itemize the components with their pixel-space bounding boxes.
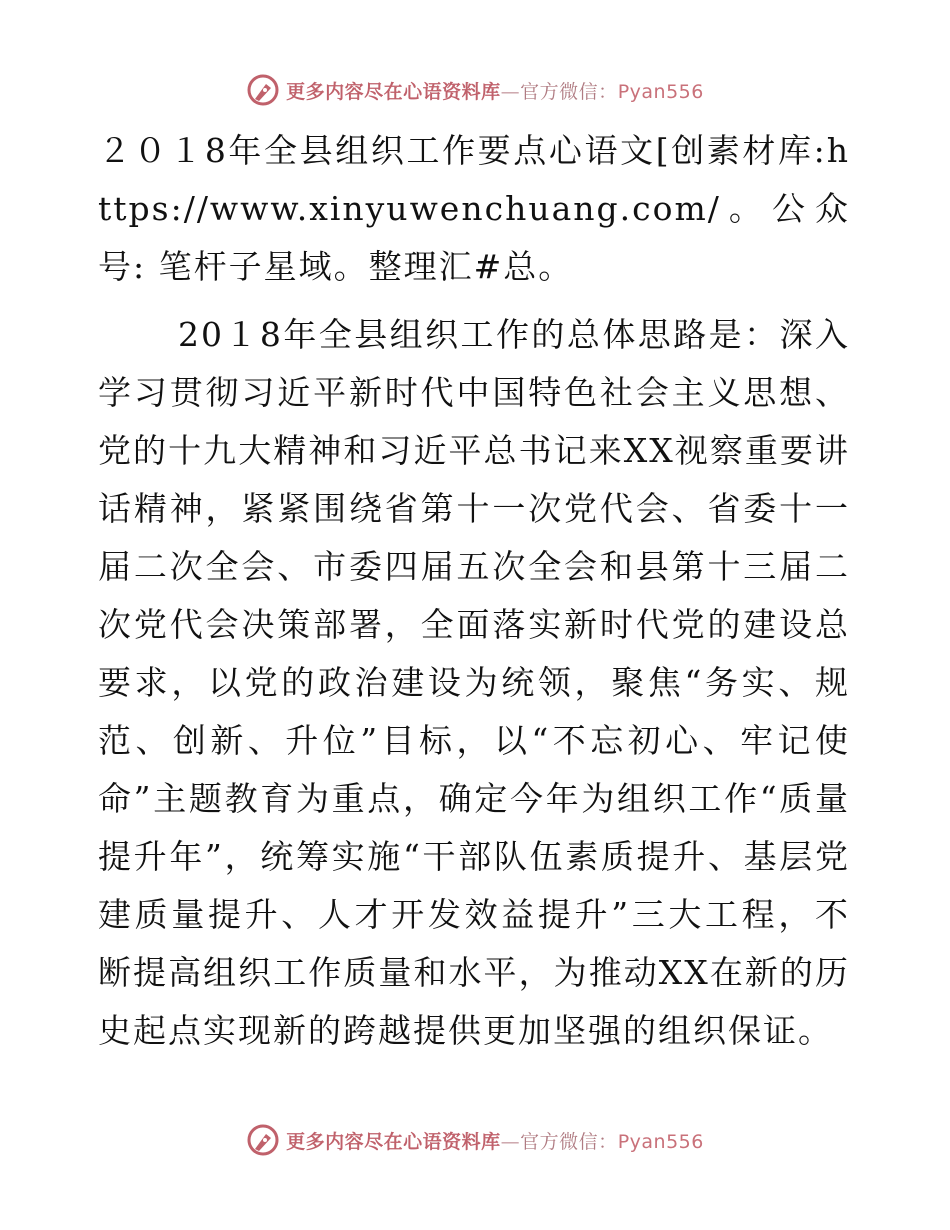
pen-nib-logo-icon — [246, 73, 280, 107]
header-watermark — [0, 70, 950, 110]
watermark-official-label: 官方微信： — [520, 1130, 618, 1153]
watermark-separator: — — [500, 80, 521, 103]
watermark-official-label: 官方微信： — [520, 80, 618, 103]
watermark-text — [286, 1127, 704, 1154]
document-body — [98, 122, 850, 1060]
document-paragraph-main: 20１8年全县组织工作的总体思路是：深入学习贯彻习近平新时代中国特色社会主义思想、党的十九大精神和习近平总书记来XX视察重要讲话精神，紧紧围绕省第十一次党代会、省委十一届二次全会、市委四届五次全会和县第十三届二次党代会决策部署，全面落实新时代党的建设总要求，以党的政治建设为统领，聚焦“务实、规范、创新、升位”目标，以“不忘初心、牢记使命”主题教育为重点，确定今年为组织工作“质量提升年”，统筹实施“干部队伍素质提升、基层党建质量提升、人才开发效益提升”三大工程，不断提高组织工作质量和水平，为推动XX在新的历史起点实现新的跨越提供更加坚强的组织保证。 — [98, 315, 850, 1050]
watermark-brand: 更多内容尽在心语资料库 — [286, 80, 501, 103]
pen-nib-logo-icon — [246, 1123, 280, 1157]
watermark-brand: 更多内容尽在心语资料库 — [286, 1130, 501, 1153]
footer-watermark — [0, 1120, 950, 1160]
document-paragraph-intro: ２０１8年全县组织工作要点心语文[创素材库:https://www.xinyuwenchuang.com/。公众号: 笔杆子星域。整理汇#总。 — [98, 131, 850, 286]
watermark-wechat-id: Pyan556 — [617, 80, 704, 103]
watermark-separator: — — [500, 1130, 521, 1153]
watermark-wechat-id: Pyan556 — [617, 1130, 704, 1153]
watermark-text — [286, 77, 704, 104]
